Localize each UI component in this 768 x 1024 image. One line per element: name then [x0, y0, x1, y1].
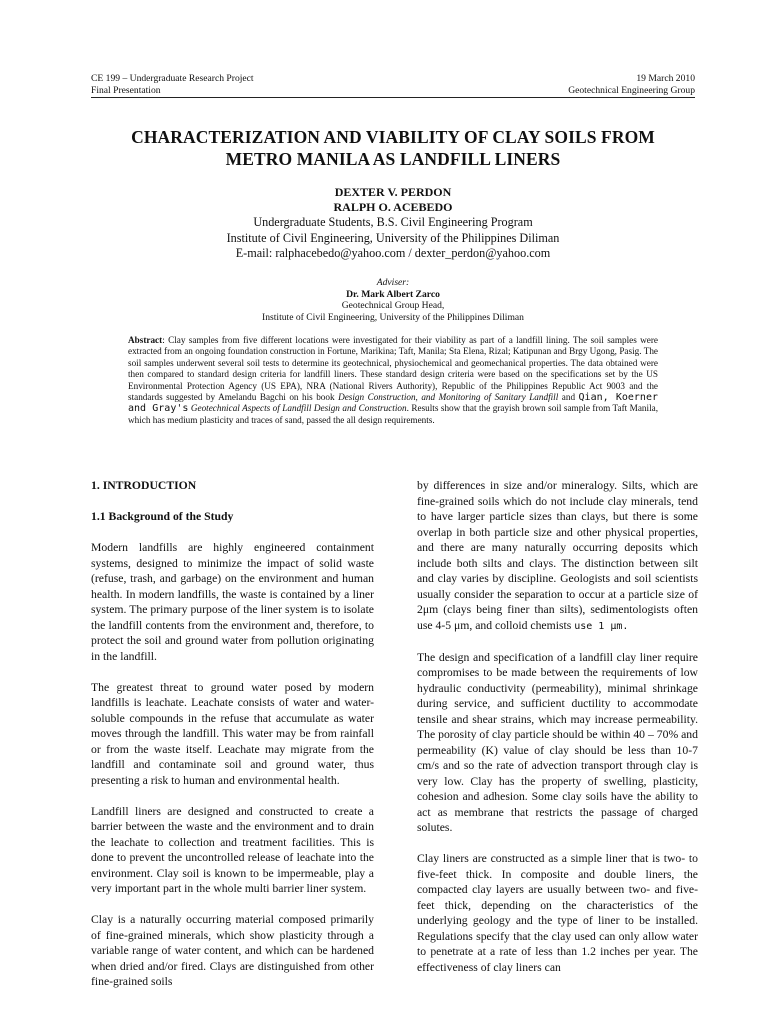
abstract [128, 335, 658, 426]
header-rule [91, 97, 695, 98]
abstract-label: Abstract [128, 335, 163, 345]
section-heading: 1. INTRODUCTION [91, 479, 197, 492]
paragraph: Landfill liners are designed and constructed to create a barrier between the waste and the environment and to drain the leachate to collection and treatment facilities. This is done to prevent the uncontrolled release of leachate into the environment. Clay soil is known to be impermeable, play a very important part in the whole multi barrier liner system. [91, 804, 374, 895]
abstract-authors: Qian, Koerner and Gray's [128, 392, 658, 415]
paragraph: Modern landfills are highly engineered containment systems, designed to minimize the impact of solid waste (refuse, trash, and garbage) on the environment and human health. In modern landfills, the waste is contained by a liner system. The primary purpose of the liner system is to isolate the landfill contents from the environment and, therefore, to protect the soil and ground water from pollution originating in the landfill. [91, 541, 374, 663]
adviser-institution: Institute of Civil Engineering, University of the Philippines Diliman [262, 311, 524, 323]
paper-title [91, 126, 695, 170]
abstract-book-title: Design Construction, and Monitoring of Sanitary Landfill [338, 392, 559, 403]
paragraph: The greatest threat to ground water posed by modern landfills is leachate. Leachate consists of water and water-soluble compounds in the refuse that accumulate as water moves through the landfill. This water may be from rainfall or from the waste itself. Leachate may migrate from the landfill and contaminate soil and ground water, thus presenting a risk to human and environmental health. [91, 680, 374, 787]
paragraph-text-mono: use 1 μm. [574, 620, 629, 632]
abstract-text: and [558, 392, 579, 403]
title-line-2: METRO MANILA AS LANDFILL LINERS [225, 149, 561, 169]
left-column [91, 478, 374, 1005]
abstract-book-title: Geotechnical Aspects of Landfill Design and Construction [190, 403, 407, 414]
adviser-block [91, 277, 695, 323]
running-header [91, 73, 695, 97]
author-email: E-mail: ralphacebedo@yahoo.com / dexter_perdon@yahoo.com [235, 246, 551, 260]
paragraph: The design and specification of a landfill clay liner require compromises to be made between the requirements of low hydraulic conductivity (permeability), minimal shrinkage during service, and sufficient ductility to accommodate tensile and shear strains, which may increase permeability. The porosity of clay particle should be within 40 – 70% and permeability (K) value of clay should be less than 10-7 cm/s and so the rate of advection transport through clay is very low. Clay has the property of swelling, plasticity, cohesion and adhesion. Some clay soils have the ability to act as membrane that restricts the passage of charged solutes. [417, 650, 698, 834]
abstract-text: : Clay samples from five different locations were investigated for their viability as part of a landfill lining. The soil samples were extracted from an ongoing foundation construction in Fortune, Marikina; Taft, Manila; Sta Elena, Rizal; Katipunan and Brgy Ugong, Pasig. The soil samples underwent several soil tests to determine its geotechnical, physiochemical and geomechanical properties. The data obtained were then compared to standard design criteria for landfill liners. These standard design criteria were based on the specifications set by the US Environmental Protection Agency (US EPA), NRA (National Rivers Authority), Republic of the Philippines Republic Act 9003 and the standards suggested by Amelandu Bagchi on his book [128, 335, 658, 403]
header-course: CE 199 – Undergraduate Research Project [91, 73, 254, 84]
subsection-heading: 1.1 Background of the Study [91, 510, 234, 523]
abstract-text: . Results show that the grayish brown soil sample from Taft Manila, which has medium plasticity and traces of sand, passed the all design requirements. [128, 403, 658, 425]
paragraph-text: by differences in size and/or mineralogy. Silts, which are fine-grained soils which do not include clay minerals, tend to have larger particle sizes than clays, but there is some overlap in both particle size and other physical properties, and there are many naturally occurring deposits which include both silts and clays. The distinction between silt and clay varies by discipline. Geologists and soil scientists usually consider the separation to occur at a particle size of 2μm (clays being finer than silts), sedimentologists often use 4-5 μm, and colloid chemists [417, 479, 698, 632]
author-name: RALPH O. ACEBEDO [333, 200, 453, 214]
paragraph [417, 478, 698, 634]
header-date: 19 March 2010 [636, 73, 695, 84]
title-line-1: CHARACTERIZATION AND VIABILITY OF CLAY SOILS FROM [131, 127, 655, 147]
adviser-label: Adviser: [376, 277, 410, 288]
author-institution: Institute of Civil Engineering, University of the Philippines Diliman [226, 230, 560, 245]
header-group: Geotechnical Engineering Group [568, 85, 695, 96]
author-name: DEXTER V. PERDON [334, 185, 452, 199]
paragraph: Clay is a naturally occurring material composed primarily of fine-grained minerals, which show plasticity through a variable range of water content, and which can be hardened when dried and/or fired. Clays are distinguished from other fine-grained soils [91, 913, 374, 988]
header-presentation: Final Presentation [91, 85, 161, 96]
author-block [91, 185, 695, 262]
adviser-role: Geotechnical Group Head, [341, 300, 445, 311]
paragraph: Clay liners are constructed as a simple liner that is two- to five-feet thick. In composite and double liners, the compacted clay layers are usually between two- and five-feet thick, depending on the characteristics of the underlying geology and the type of liner to be installed. Regulations specify that the clay used can only allow water to penetrate at a rate of less than 1.2 inches per year. The effectiveness of clay liners can [417, 852, 698, 974]
adviser-name: Dr. Mark Albert Zarco [346, 288, 440, 300]
author-affiliation: Undergraduate Students, B.S. Civil Engineering Program [253, 215, 533, 229]
right-column [417, 478, 698, 991]
